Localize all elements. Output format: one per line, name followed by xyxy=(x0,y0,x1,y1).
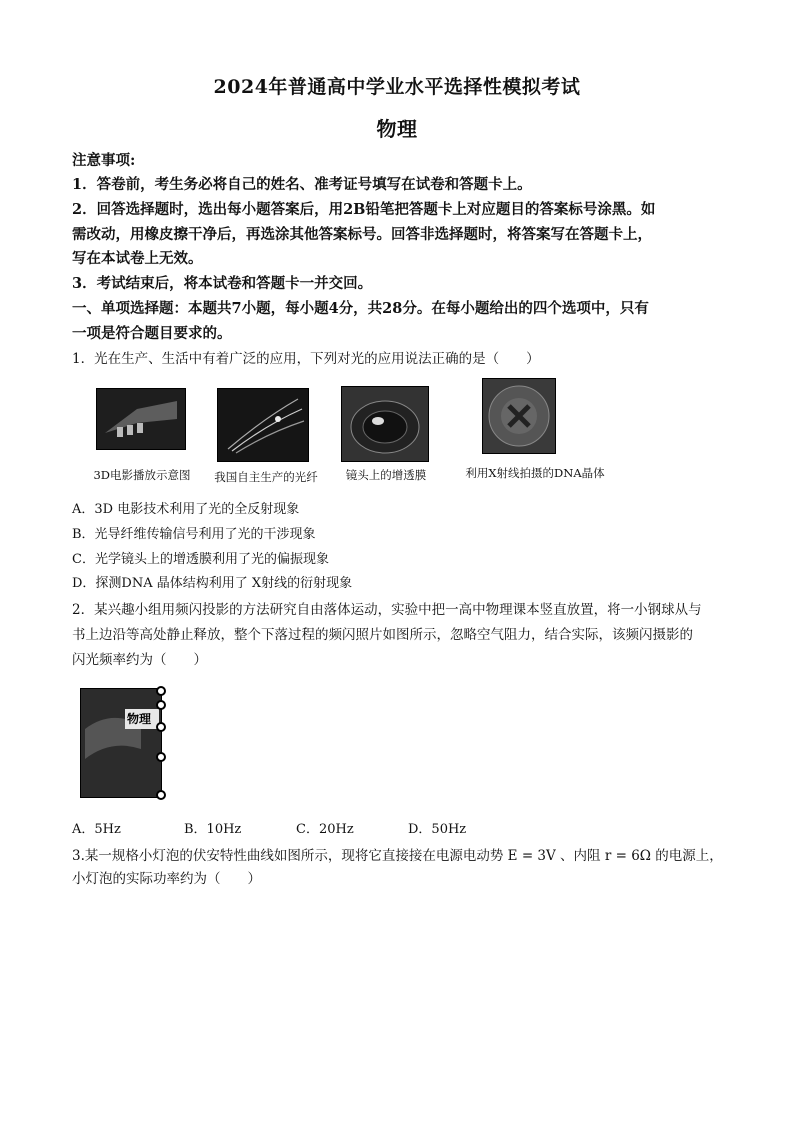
ball-position-3 xyxy=(156,722,166,732)
q2-stem-line-2: 书上边沿等高处静止释放，整个下落过程的频闪照片如图所示，忽略空气阻力，结合实际，该频闪摄影的 xyxy=(72,627,693,643)
q2-stem-line-1: 2．某兴趣小组用频闪投影的方法研究自由落体运动，实验中把一高中物理课本竖直放置，将一小钢球从与 xyxy=(72,602,702,618)
fiber-strands-icon xyxy=(218,389,308,461)
note-3: 3．考试结束后，将本试卷和答题卡一并交回。 xyxy=(72,275,373,292)
q1-image-3d-movie xyxy=(96,388,186,450)
q2-option-d: D．50Hz xyxy=(408,822,467,837)
q1-option-d: D．探测DNA 晶体结构利用了 X射线的衍射现象 xyxy=(72,576,353,591)
q1-image-optical-fiber xyxy=(217,388,309,462)
projector-beam-icon xyxy=(97,389,185,449)
textbook-cover-icon xyxy=(81,689,161,797)
q3-stem-line-1: 3.某一规格小灯泡的伏安特性曲线如图所示，现将它直接接在电源电动势 E = 3V 、内阻 r = 6Ω 的电源上， xyxy=(72,848,723,864)
q1-caption-3: 镜头上的增透膜 xyxy=(345,468,427,482)
q2-option-b: B．10Hz xyxy=(184,822,242,837)
ball-position-4 xyxy=(156,752,166,762)
note-2-line-1: 2．回答选择题时，选出每小题答案后，用2B铅笔把答题卡上对应题目的答案标号涂黑。如 xyxy=(72,201,656,218)
exam-title: 2024年普通高中学业水平选择性模拟考试 xyxy=(213,76,581,98)
q1-image-dna-xray xyxy=(482,378,556,454)
note-2-line-2: 需改动，用橡皮擦干净后，再选涂其他答案标号。回答非选择题时，将答案写在答题卡上， xyxy=(72,226,652,243)
subject-title: 物理 xyxy=(376,117,418,141)
q1-option-c: C．光学镜头上的增透膜利用了光的偏振现象 xyxy=(72,552,329,567)
q3-stem-line-2: 小灯泡的实际功率约为（ ） xyxy=(72,871,261,887)
q1-stem: 1．光在生产、生活中有着广泛的应用，下列对光的应用说法正确的是（ ） xyxy=(72,351,540,367)
q2-option-a: A．5Hz xyxy=(72,822,121,837)
note-2-line-3: 写在本试卷上无效。 xyxy=(72,250,203,267)
q1-caption-2: 我国自主生产的光纤 xyxy=(214,470,318,484)
q1-option-b: B．光导纤维传输信号利用了光的干涉现象 xyxy=(72,527,316,542)
q2-stem-line-3: 闪光频率约为（ ） xyxy=(72,652,207,668)
dna-diffraction-icon xyxy=(483,379,555,453)
q1-option-a: A．3D 电影技术利用了光的全反射现象 xyxy=(72,502,300,517)
q1-image-lens-coating xyxy=(341,386,429,462)
section-1-heading-line-1: 一、单项选择题：本题共7小题，每小题4分，共28分。在每小题给出的四个选项中，只有 xyxy=(72,300,649,317)
camera-lens-icon xyxy=(342,387,428,461)
note-1: 1．答卷前，考生务必将自己的姓名、准考证号填写在试卷和答题卡上。 xyxy=(72,176,532,193)
q1-caption-1: 3D电影播放示意图 xyxy=(93,468,191,482)
notes-heading: 注意事项: xyxy=(72,152,136,169)
section-1-heading-line-2: 一项是符合题目要求的。 xyxy=(72,325,232,342)
q2-book-label: 物理 xyxy=(127,712,152,726)
q2-image-textbook xyxy=(80,688,162,798)
ball-position-2 xyxy=(156,700,166,710)
q1-caption-4: 利用X射线拍摄的DNA晶体 xyxy=(465,466,605,480)
q2-option-c: C．20Hz xyxy=(296,822,354,837)
ball-position-5 xyxy=(156,790,166,800)
ball-position-1 xyxy=(156,686,166,696)
